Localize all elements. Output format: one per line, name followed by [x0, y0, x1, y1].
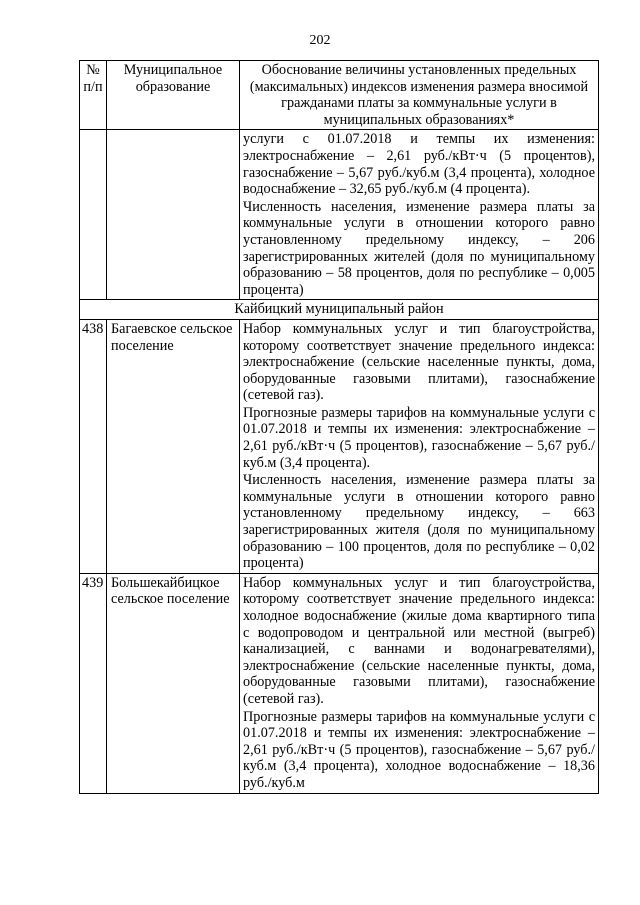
- justification-paragraph: услуги с 01.07.2018 и темпы их изменения: электроснабжение – 2,61 руб./кВт·ч (5 процентов), газоснабжение – 5,67 руб./куб.м (3,4 процента), холодное водоснабжение – 32,65 руб./куб.м (4 процента).: [243, 131, 595, 198]
- tariff-index-table: [79, 60, 599, 794]
- district-heading: Кайбицкий муниципальный район: [80, 300, 599, 320]
- justification-paragraph: Набор коммунальных услуг и тип благоустройства, которому соответствует значение предельного индекса: холодное водоснабжение (жилые дома квартирного типа с водопроводом и центральной или местной (выгреб) канализацией, с ваннами и водонагревателями), электроснабжение (сельские населенные пункты, дома, оборудованные газовыми плитами), газоснабжение (сетевой газ).: [243, 574, 595, 707]
- table-header-row: [80, 61, 599, 130]
- continuation-municipality-cell: [107, 130, 240, 300]
- continuation-number-cell: [80, 130, 107, 300]
- page-number: 202: [309, 33, 331, 48]
- table-row: [80, 573, 599, 793]
- table-row-continuation: [80, 130, 599, 300]
- municipality-name: Большекайбицкое сельское поселение: [107, 573, 240, 793]
- justification-cell: [240, 573, 599, 793]
- justification-paragraph: Численность населения, изменение размера платы за коммунальные услуги в отношении которого равно установленному предельному индексу, – 206 зарегистрированных жителей (доля по муниципальному образованию – 58 процентов, доля по республике – 0,005 процента): [243, 198, 595, 298]
- header-number: № п/п: [80, 61, 107, 130]
- justification-paragraph: Прогнозные размеры тарифов на коммунальные услуги с 01.07.2018 и темпы их изменения: электроснабжение – 2,61 руб./кВт·ч (5 процентов), газоснабжение – 5,67 руб./куб.м (3,4 процента).: [243, 404, 595, 471]
- header-municipality: Муниципальное образование: [107, 61, 240, 130]
- header-justification: Обоснование величины установленных предельных (максимальных) индексов изменения размера вносимой гражданами платы за коммунальные услуги в муниципальных образованиях*: [240, 61, 599, 130]
- row-number: 438: [80, 319, 107, 573]
- municipality-name: Багаевское сельское поселение: [107, 319, 240, 573]
- justification-paragraph: Численность населения, изменение размера платы за коммунальные услуги в отношении которого равно установленному предельному индексу, – 663 зарегистрированных жителя (доля по муниципальному образованию – 100 процентов, доля по республике – 0,02 процента): [243, 472, 595, 572]
- justification-paragraph: Набор коммунальных услуг и тип благоустройства, которому соответствует значение предельного индекса: электроснабжение (сельские населенные пункты, дома, оборудованные газовыми плитами), газоснабжение (сетевой газ).: [243, 320, 595, 404]
- justification-cell: [240, 319, 599, 573]
- row-number: 439: [80, 573, 107, 793]
- justification-paragraph: Прогнозные размеры тарифов на коммунальные услуги с 01.07.2018 и темпы их изменения: электроснабжение – 2,61 руб./кВт·ч (5 процентов), газоснабжение – 5,67 руб./куб.м (3,4 процента), холодное водоснабжение – 18,36 руб./куб.м: [243, 708, 595, 791]
- continuation-justification-cell: [240, 130, 599, 300]
- district-row: [80, 300, 599, 320]
- table-row: [80, 319, 599, 573]
